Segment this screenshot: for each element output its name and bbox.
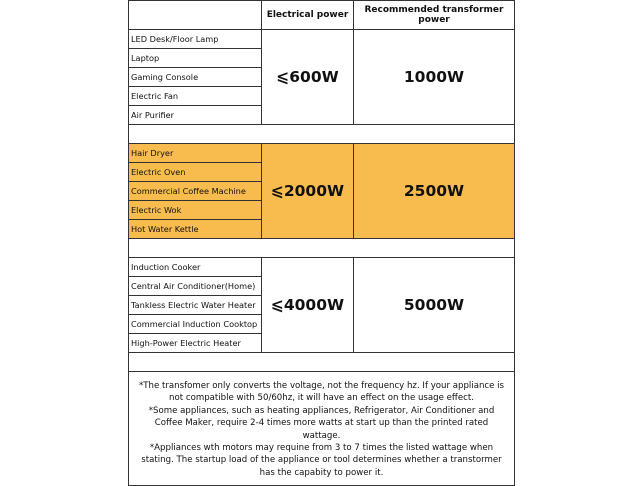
device-name: LED Desk/Floor Lamp [129, 30, 262, 49]
transformer-power-value: 2500W [354, 144, 515, 239]
electrical-power-value: ⩽4000W [262, 258, 354, 353]
table-row [129, 144, 515, 163]
spacer-cell [129, 125, 515, 144]
header-electrical-power: Electrical power [262, 1, 354, 30]
spacer-row [129, 239, 515, 258]
power-table-sheet [128, 0, 514, 478]
device-name: Gaming Console [129, 68, 262, 87]
header-transformer-power: Recommended transformer power [354, 1, 515, 30]
power-table [128, 0, 515, 486]
device-name: Induction Cooker [129, 258, 262, 277]
device-name: Commercial Induction Cooktop [129, 315, 262, 334]
header-empty-cell [129, 1, 262, 30]
note-motor-load: *Appliances wth motors may requine from 3 to 7 times the listed wattage when stating. The startup load of the appliance or tool determines whether a transtormer has the capabity to power it. [141, 443, 502, 478]
header-row [129, 1, 515, 30]
note-frequency: *The transfomer only converts the voltage, not the frequency hz. If your appliance is not compatible with 50/60hz, it will have an effect on the usage effect. [138, 381, 505, 404]
spacer-row [129, 353, 515, 372]
spacer-row [129, 125, 515, 144]
electrical-power-value: ⩽2000W [262, 144, 354, 239]
table-row [129, 30, 515, 49]
device-name: Laptop [129, 49, 262, 68]
transformer-power-value: 5000W [354, 258, 515, 353]
note-startup-watts: *Some appliances, such as heating appliances, Refrigerator, Air Conditioner and Coffee Maker, require 2-4 times more watts at start up than the printed rated wattage. [148, 405, 495, 441]
spacer-cell [129, 239, 515, 258]
electrical-power-value: ⩽600W [262, 30, 354, 125]
device-name: High-Power Electric Heater [129, 334, 262, 353]
device-name: Hair Dryer [129, 144, 262, 163]
device-name: Electric Oven [129, 163, 262, 182]
device-name: Commercial Coffee Machine [129, 182, 262, 201]
transformer-power-value: 1000W [354, 30, 515, 125]
device-name: Air Purifier [129, 106, 262, 125]
device-name: Electric Fan [129, 87, 262, 106]
device-name: Tankless Electric Water Heater [129, 296, 262, 315]
table-row [129, 258, 515, 277]
notes-cell [129, 372, 515, 486]
spacer-cell [129, 353, 515, 372]
device-name: Electric Wok [129, 201, 262, 220]
device-name: Hot Water Kettle [129, 220, 262, 239]
device-name: Central Air Conditioner(Home) [129, 277, 262, 296]
notes-row [129, 372, 515, 486]
